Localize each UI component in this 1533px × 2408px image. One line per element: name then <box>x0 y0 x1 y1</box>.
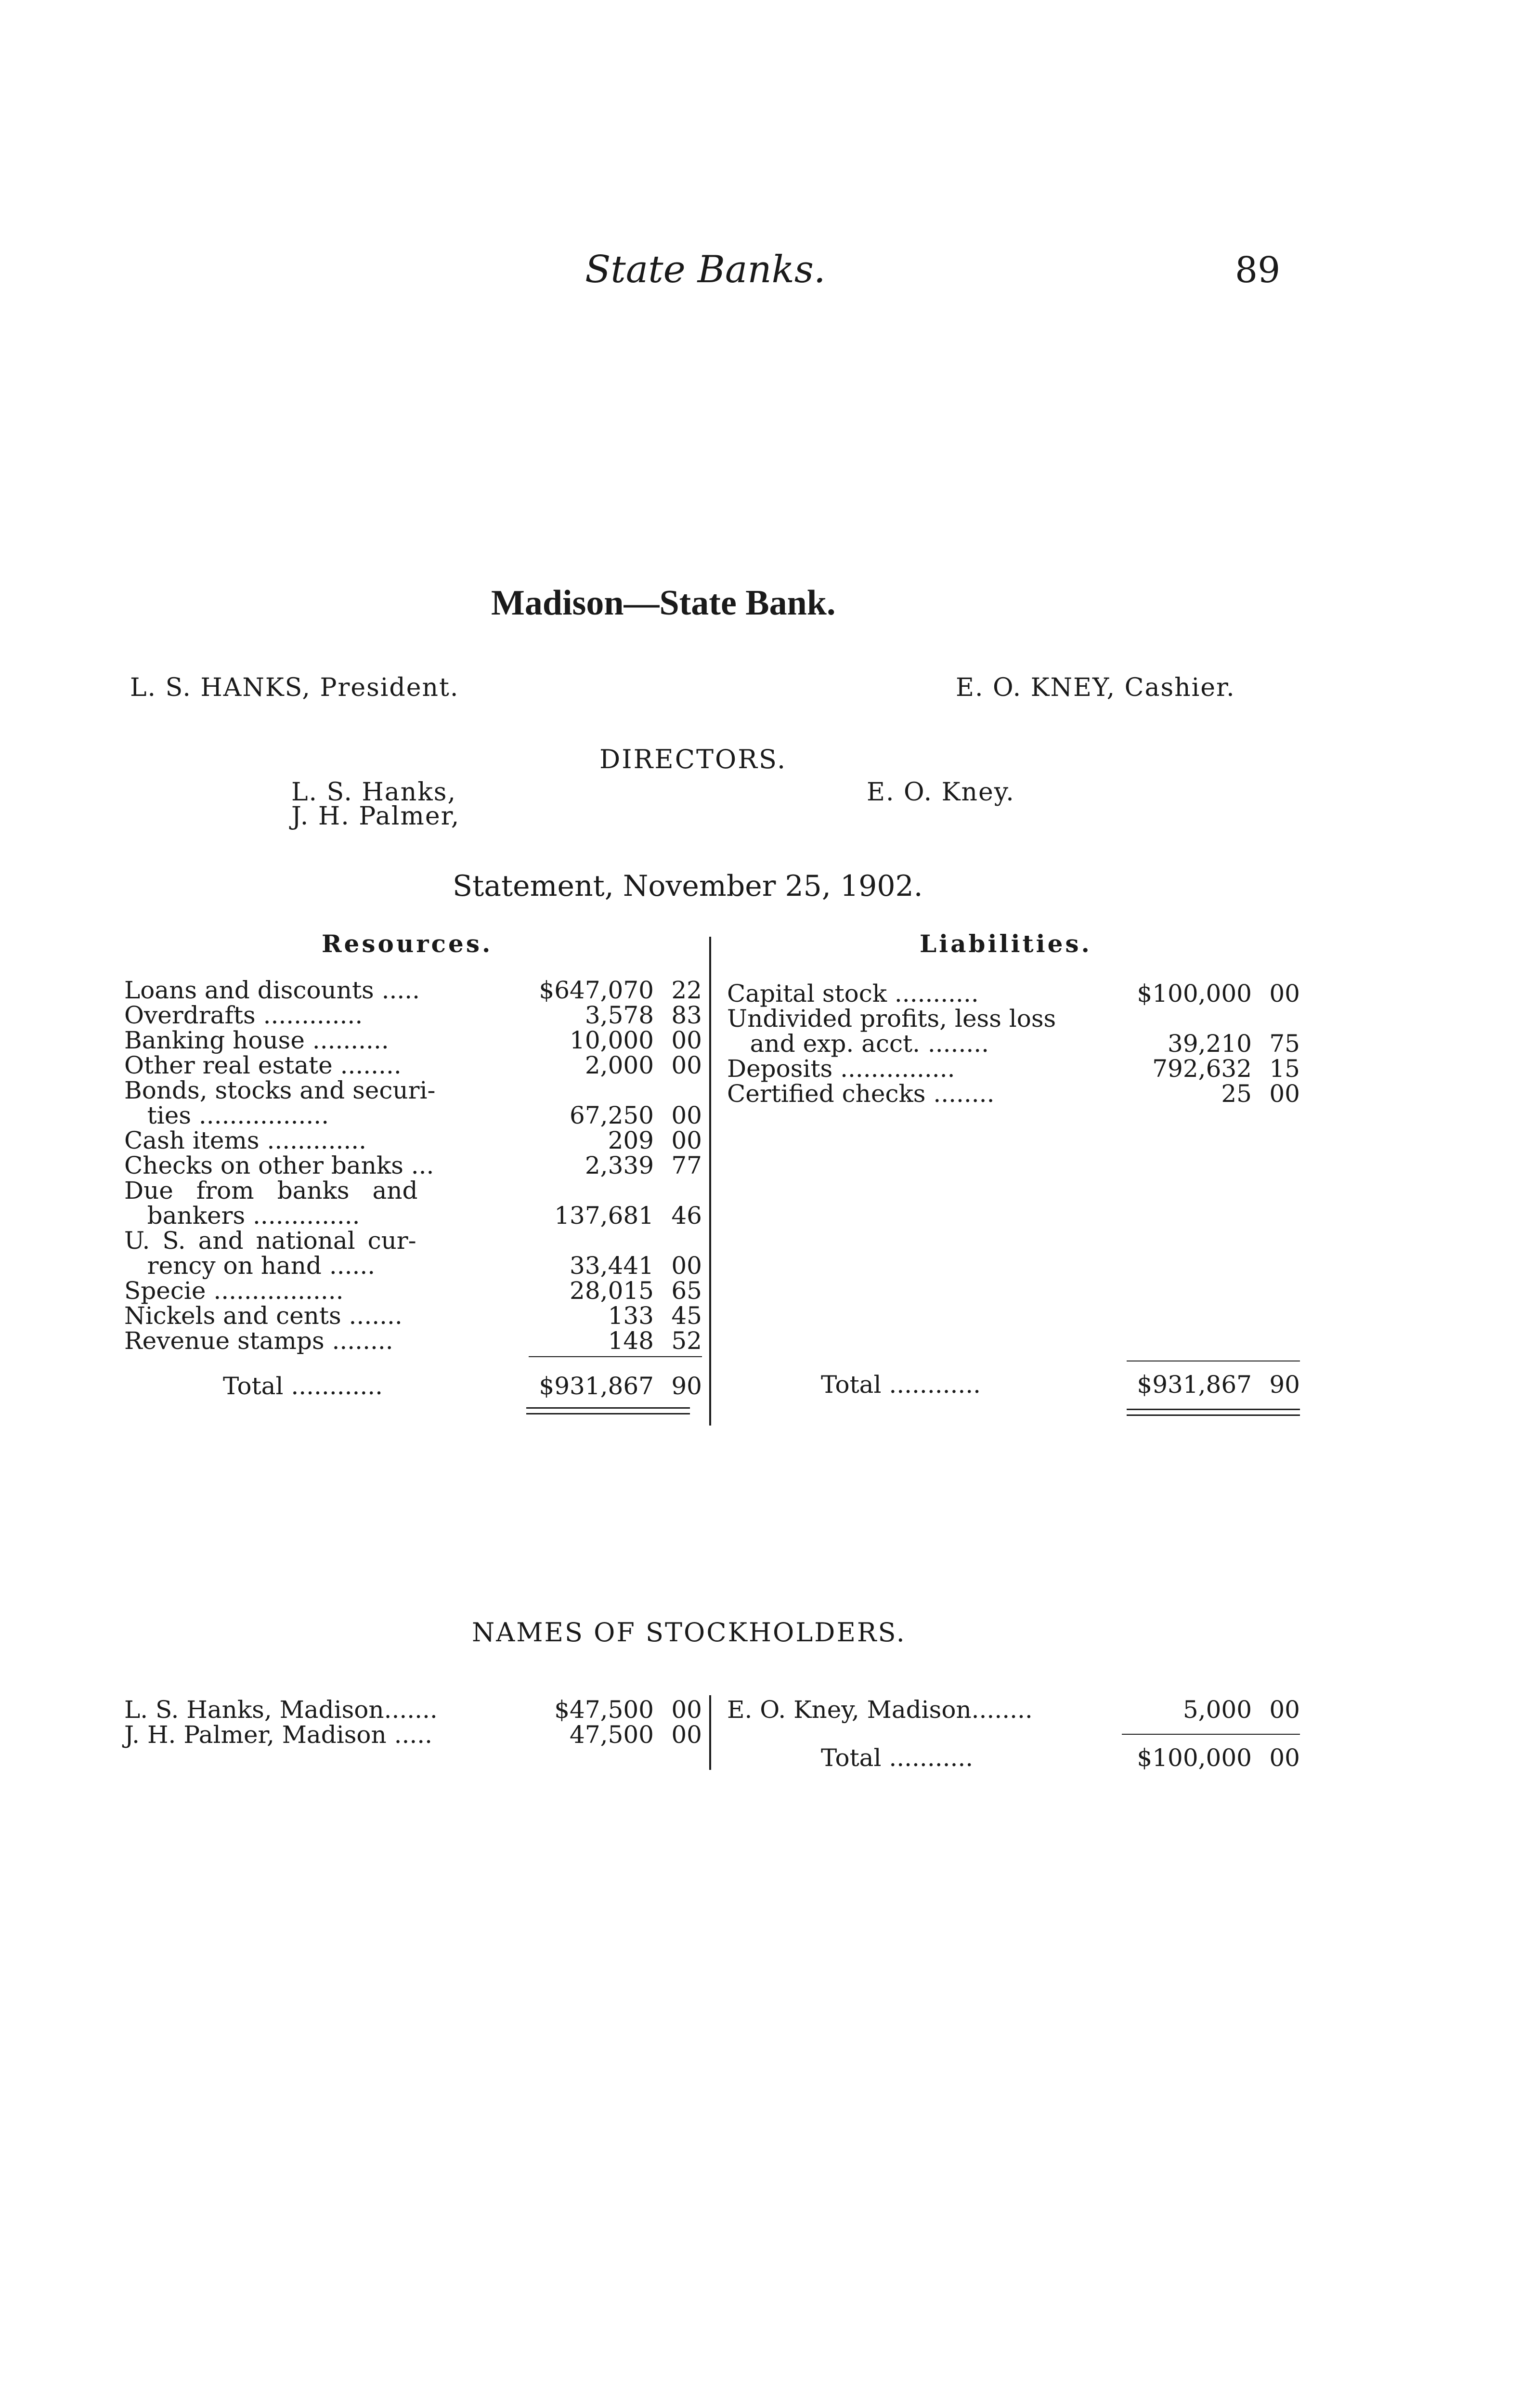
table-row <box>124 1328 702 1353</box>
table-row <box>124 1178 702 1203</box>
total-row <box>124 1374 702 1399</box>
table-row <box>124 1228 702 1253</box>
row-amount: 67,250 <box>570 1101 654 1129</box>
row-amount: 133 <box>608 1302 654 1330</box>
total-amount: $931,867 <box>1137 1371 1252 1399</box>
resources-table <box>124 978 702 1440</box>
row-label: Banking house .......... <box>124 1026 389 1054</box>
liabilities-table <box>727 981 1300 1443</box>
table-row <box>727 1031 1300 1056</box>
table-row <box>124 1253 702 1278</box>
stockholder-cents: 00 <box>671 1721 702 1749</box>
table-row <box>124 1203 702 1228</box>
row-amount: 25 <box>1221 1080 1252 1108</box>
director-name: L. S. Hanks, <box>291 778 456 807</box>
stockholders-total-row <box>727 1745 1300 1770</box>
sum-rule <box>529 1356 702 1357</box>
total-amount: $100,000 <box>1137 1744 1252 1772</box>
row-amount: 28,015 <box>570 1277 654 1305</box>
directors-heading: DIRECTORS. <box>599 744 787 774</box>
liabilities-heading: Liabilities. <box>920 929 1092 958</box>
table-row <box>727 1056 1300 1081</box>
row-cents: 77 <box>671 1152 702 1179</box>
director-name: J. H. Palmer, <box>291 802 460 831</box>
row-amount: 33,441 <box>570 1252 654 1280</box>
table-row <box>124 978 702 1003</box>
row-label: U. S. and national cur- <box>124 1227 416 1255</box>
row-label: Loans and discounts ..... <box>124 976 420 1004</box>
table-row <box>124 1278 702 1303</box>
row-label: Specie ................. <box>124 1277 344 1305</box>
stockholder-name: E. O. Kney, Madison........ <box>727 1696 1033 1724</box>
row-label: and exp. acct. ........ <box>727 1030 989 1058</box>
president-line: L. S. HANKS, President. <box>130 673 459 702</box>
row-label: bankers .............. <box>124 1202 360 1230</box>
row-label: Bonds, stocks and securi- <box>124 1076 436 1104</box>
row-cents: 65 <box>671 1277 702 1305</box>
row-label: Due from banks and <box>124 1177 418 1204</box>
table-row <box>727 981 1300 1006</box>
table-row <box>124 1303 702 1328</box>
row-cents: 00 <box>671 1026 702 1054</box>
row-label: Other real estate ........ <box>124 1051 402 1079</box>
stockholder-name: J. H. Palmer, Madison ..... <box>124 1721 433 1749</box>
row-cents: 22 <box>671 976 702 1004</box>
stockholder-amount: $47,500 <box>554 1696 654 1724</box>
bank-title: Madison—State Bank. <box>491 583 836 623</box>
running-header-title: State Banks. <box>585 248 826 291</box>
stockholder-row <box>727 1697 1300 1722</box>
double-rule <box>526 1407 690 1409</box>
row-label: Cash items ............. <box>124 1126 367 1154</box>
stockholder-cents: 00 <box>671 1696 702 1724</box>
row-label: Checks on other banks ... <box>124 1152 434 1179</box>
resources-heading: Resources. <box>322 929 493 958</box>
row-cents: 45 <box>671 1302 702 1330</box>
row-cents: 00 <box>671 1051 702 1079</box>
stockholders-divider <box>709 1695 711 1770</box>
row-amount: 148 <box>608 1327 654 1355</box>
director-name: E. O. Kney. <box>867 778 1015 807</box>
row-cents: 00 <box>1269 980 1300 1008</box>
stockholder-amount: 47,500 <box>570 1721 654 1749</box>
total-row <box>727 1372 1300 1397</box>
total-cents: 00 <box>1269 1744 1300 1772</box>
table-row <box>124 1028 702 1053</box>
row-cents: 00 <box>671 1126 702 1154</box>
row-label: Undivided profits, less loss <box>727 1005 1056 1033</box>
row-label: Revenue stamps ........ <box>124 1327 393 1355</box>
row-cents: 00 <box>671 1101 702 1129</box>
row-amount: 2,000 <box>585 1051 654 1079</box>
stockholders-left <box>124 1697 702 1750</box>
table-row <box>727 1006 1300 1031</box>
row-cents: 15 <box>1269 1055 1300 1083</box>
row-amount: 2,339 <box>585 1152 654 1179</box>
total-amount: $931,867 <box>539 1372 654 1400</box>
row-amount: 209 <box>608 1126 654 1154</box>
total-cents: 90 <box>1269 1371 1300 1399</box>
double-rule <box>1127 1414 1300 1416</box>
table-row <box>124 1078 702 1103</box>
page-number: 89 <box>1235 249 1281 291</box>
sum-rule <box>1122 1734 1300 1735</box>
stockholders-right <box>727 1697 1300 1784</box>
stockholder-row <box>124 1722 702 1747</box>
statement-title: Statement, November 25, 1902. <box>453 869 923 903</box>
stockholder-amount: 5,000 <box>1182 1696 1252 1724</box>
column-divider <box>709 937 711 1426</box>
table-row <box>124 1103 702 1128</box>
double-rule <box>1127 1409 1300 1410</box>
stockholder-cents: 00 <box>1269 1696 1300 1724</box>
total-cents: 90 <box>671 1372 702 1400</box>
row-cents: 00 <box>1269 1080 1300 1108</box>
row-amount: 10,000 <box>570 1026 654 1054</box>
row-cents: 52 <box>671 1327 702 1355</box>
table-row <box>124 1128 702 1153</box>
row-amount: $100,000 <box>1137 980 1252 1008</box>
total-label: Total ............ <box>821 1371 981 1399</box>
table-row <box>727 1081 1300 1106</box>
row-amount: 137,681 <box>554 1202 654 1230</box>
row-amount: 3,578 <box>585 1001 654 1029</box>
table-row <box>124 1053 702 1078</box>
total-label: Total ............ <box>223 1372 383 1400</box>
total-label: Total ........... <box>821 1744 974 1772</box>
row-cents: 75 <box>1269 1030 1300 1058</box>
table-row <box>124 1153 702 1178</box>
row-cents: 00 <box>671 1252 702 1280</box>
cashier-line: E. O. KNEY, Cashier. <box>956 673 1235 702</box>
stockholder-row <box>124 1697 702 1722</box>
row-label: Nickels and cents ....... <box>124 1302 403 1330</box>
row-cents: 46 <box>671 1202 702 1230</box>
double-rule <box>526 1413 690 1414</box>
row-amount: 792,632 <box>1152 1055 1252 1083</box>
row-label: Deposits ............... <box>727 1055 955 1083</box>
row-label: ties ................. <box>124 1101 329 1129</box>
row-label: Capital stock ........... <box>727 980 979 1008</box>
stockholder-name: L. S. Hanks, Madison....... <box>124 1696 438 1724</box>
row-amount: 39,210 <box>1168 1030 1252 1058</box>
row-cents: 83 <box>671 1001 702 1029</box>
row-label: rency on hand ...... <box>124 1252 376 1280</box>
row-label: Overdrafts ............. <box>124 1001 363 1029</box>
row-label: Certified checks ........ <box>727 1080 995 1108</box>
stockholders-heading: NAMES OF STOCKHOLDERS. <box>472 1617 906 1648</box>
row-amount: $647,070 <box>539 976 654 1004</box>
table-row <box>124 1003 702 1028</box>
